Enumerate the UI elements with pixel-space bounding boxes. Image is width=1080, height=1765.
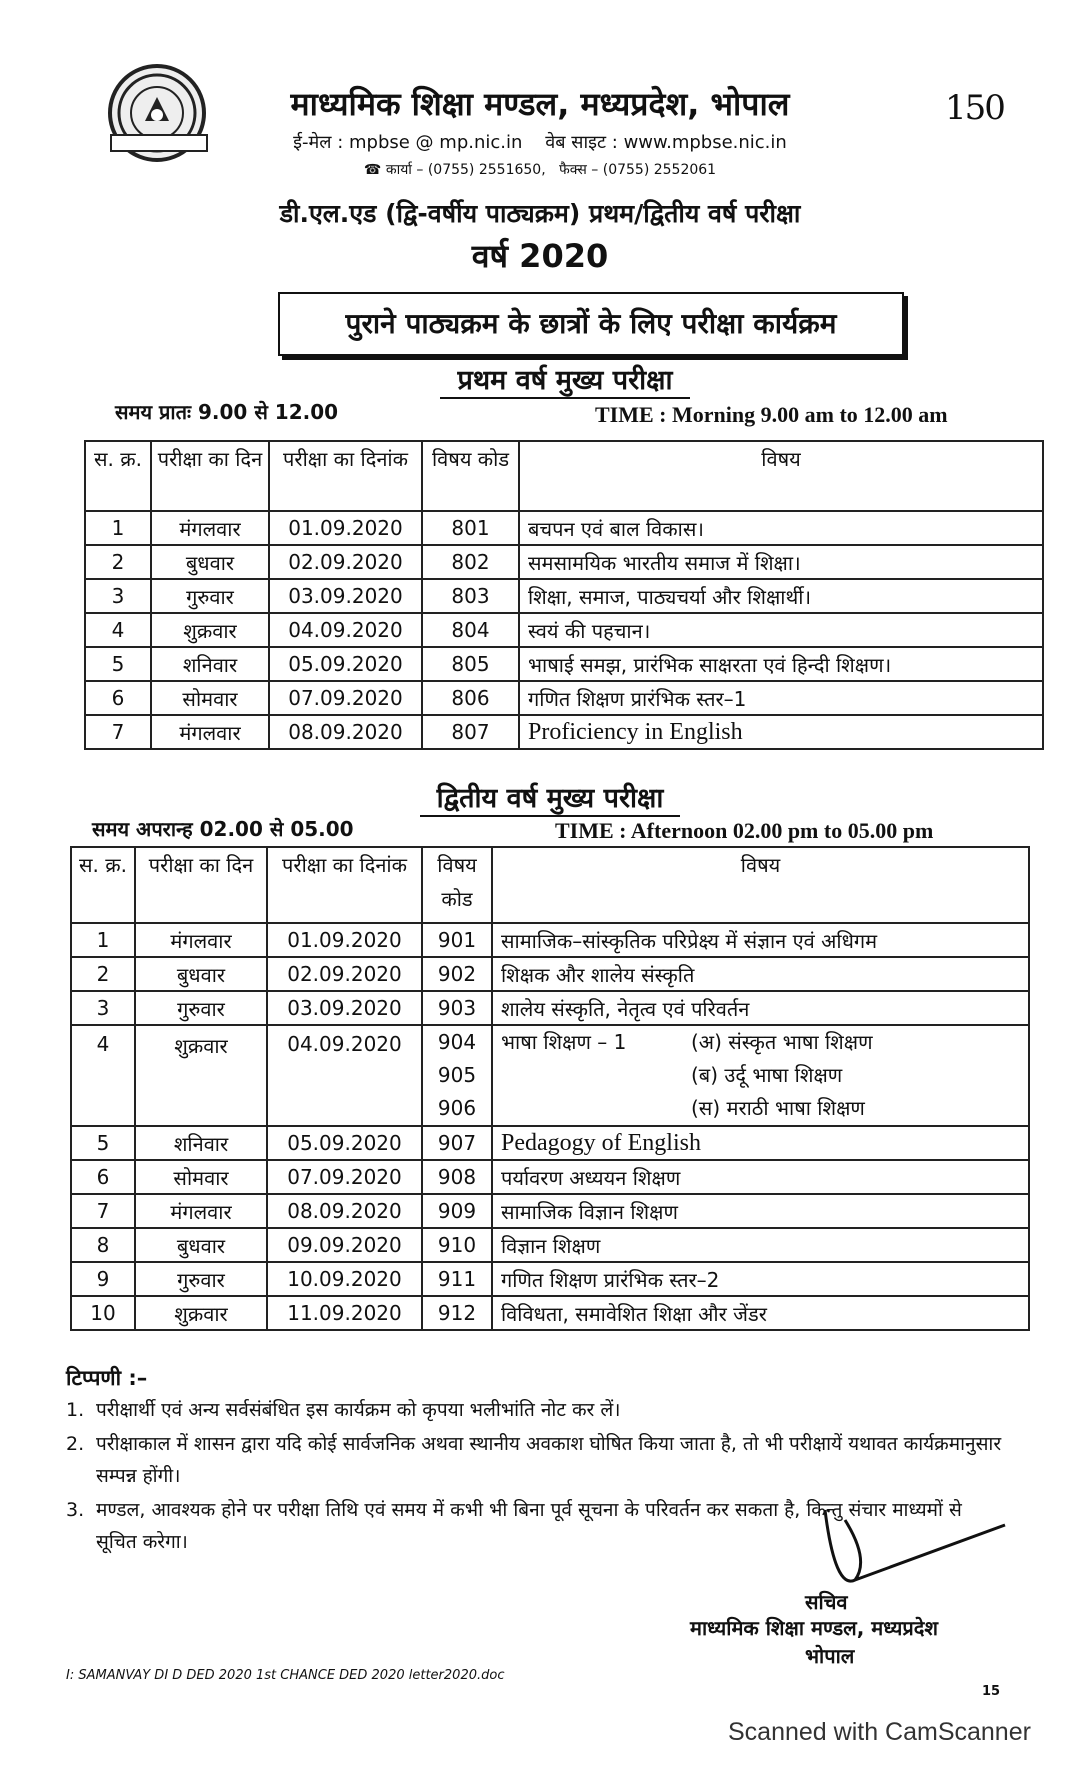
- table-row: [71, 1194, 1029, 1228]
- signatory-title: सचिव: [805, 1590, 848, 1614]
- row-sno: 8: [71, 1228, 135, 1262]
- row-subject: Proficiency in English: [519, 715, 1043, 749]
- table-header-row: [85, 441, 1043, 511]
- first-year-heading: प्रथम वर्ष मुख्य परीक्षा: [440, 360, 690, 399]
- row-subject: भाषाई समझ, प्रारंभिक साक्षरता एवं हिन्दी शिक्षण।: [519, 647, 1043, 681]
- subject-option: (ब) उर्दू भाषा शिक्षण: [691, 1063, 843, 1087]
- row-day: शनिवार: [151, 647, 269, 681]
- office-label: कार्या –: [385, 162, 424, 178]
- col-code: विषय कोड: [422, 847, 492, 923]
- row-code: 906: [437, 1096, 477, 1120]
- row-date: 09.09.2020: [267, 1228, 422, 1262]
- table-row-language: [71, 1025, 1029, 1126]
- second-year-time-english: TIME : Afternoon 02.00 pm to 05.00 pm: [555, 818, 934, 843]
- second-year-table: [70, 846, 1030, 1331]
- row-subject: सामाजिक विज्ञान शिक्षण: [492, 1194, 1029, 1228]
- row-day: बुधवार: [151, 545, 269, 579]
- row-subject: शिक्षक और शालेय संस्कृति: [492, 957, 1029, 991]
- row-sno: 4: [85, 613, 151, 647]
- row-code: 903: [422, 991, 492, 1025]
- row-date: 01.09.2020: [267, 923, 422, 957]
- phone-icon: ☎: [363, 162, 382, 178]
- row-code: 803: [422, 579, 519, 613]
- row-subject: बचपन एवं बाल विकास।: [519, 511, 1043, 545]
- table-header-row: [71, 847, 1029, 923]
- row-day: शुक्रवार: [135, 1296, 267, 1330]
- exam-year: वर्ष 2020: [471, 237, 609, 275]
- row-sno: 6: [85, 681, 151, 715]
- row-day: गुरुवार: [135, 991, 267, 1025]
- fax-label: फैक्स –: [559, 162, 599, 178]
- row-day: सोमवार: [151, 681, 269, 715]
- table-row: [71, 957, 1029, 991]
- row-date: 04.09.2020: [269, 613, 422, 647]
- col-code: विषय कोड: [422, 441, 519, 511]
- row-subject: विज्ञान शिक्षण: [492, 1228, 1029, 1262]
- row-date: 08.09.2020: [269, 715, 422, 749]
- row-code: 904: [437, 1030, 477, 1054]
- first-year-time-hindi: समय प्रातः 9.00 से 12.00: [115, 400, 339, 424]
- scanner-watermark: Scanned with CamScanner: [728, 1718, 1031, 1746]
- row-date: 10.09.2020: [267, 1262, 422, 1296]
- row-code: 802: [422, 545, 519, 579]
- website-label: वेब साइट :: [545, 132, 618, 153]
- subject-option: (अ) संस्कृत भाषा शिक्षण: [691, 1030, 873, 1054]
- row-day: मंगलवार: [135, 1194, 267, 1228]
- table-row: [71, 1160, 1029, 1194]
- subject-main: भाषा शिक्षण – 1: [501, 1030, 627, 1054]
- row-subject: सामाजिक–सांस्कृतिक परिप्रेक्ष्य में संज्ञान एवं अधिगम: [492, 923, 1029, 957]
- board-name: माध्यमिक शिक्षा मण्डल, मध्यप्रदेश, भोपाल: [290, 85, 790, 123]
- table-row: [71, 1262, 1029, 1296]
- office-phone: (0755) 2551650,: [427, 162, 546, 178]
- phone-line: [0, 160, 1080, 179]
- row-sno: 3: [85, 579, 151, 613]
- row-date: 03.09.2020: [269, 579, 422, 613]
- note-2: 2. परीक्षाकाल में शासन द्वारा यदि कोई सार्वजनिक अथवा स्थानीय अवकाश घोषित किया जाता है, तो भी परीक्षायें यथावत कार्यक्रमानुसार सम्पन्न होंगी।: [66, 1433, 1002, 1487]
- row-code: 902: [422, 957, 492, 991]
- note-1: 1. परीक्षार्थी एवं अन्य सर्वसंबंधित इस कार्यक्रम को कृपया भलीभांति नोट कर लें।: [66, 1399, 621, 1421]
- signatory-org: माध्यमिक शिक्षा मण्डल, मध्यप्रदेश: [690, 1616, 938, 1640]
- email-link[interactable]: mpbse @ mp.nic.in: [349, 132, 523, 153]
- row-sno: 2: [71, 957, 135, 991]
- row-code: 905: [437, 1063, 477, 1087]
- col-date: परीक्षा का दिनांक: [267, 847, 422, 923]
- row-sno: 5: [71, 1126, 135, 1160]
- row-date: 08.09.2020: [267, 1194, 422, 1228]
- row-subject: गणित शिक्षण प्रारंभिक स्तर–1: [519, 681, 1043, 715]
- exam-title: डी.एल.एड (द्वि-वर्षीय पाठ्यक्रम) प्रथम/द्वितीय वर्ष परीक्षा: [279, 199, 801, 228]
- subject-option: (स) मराठी भाषा शिक्षण: [691, 1096, 865, 1120]
- website-link[interactable]: www.mpbse.nic.in: [623, 132, 787, 153]
- col-sno: स. क्र.: [85, 441, 151, 511]
- row-day: गुरुवार: [135, 1262, 267, 1296]
- row-code: 805: [422, 647, 519, 681]
- row-subject: [492, 1025, 1029, 1126]
- row-sno: 7: [85, 715, 151, 749]
- row-date: 07.09.2020: [267, 1160, 422, 1194]
- row-sno: 1: [71, 923, 135, 957]
- row-date: 05.09.2020: [267, 1126, 422, 1160]
- signatory-city: भोपाल: [805, 1644, 855, 1668]
- row-codes: [422, 1025, 492, 1126]
- contact-line: [0, 130, 1080, 154]
- row-date: 04.09.2020: [267, 1025, 422, 1126]
- col-subject: विषय: [519, 441, 1043, 511]
- row-date: 02.09.2020: [269, 545, 422, 579]
- row-subject: स्वयं की पहचान।: [519, 613, 1043, 647]
- row-code: 806: [422, 681, 519, 715]
- row-sno: 4: [71, 1025, 135, 1126]
- row-day: मंगलवार: [151, 715, 269, 749]
- table-row: [71, 1228, 1029, 1262]
- second-year-time-hindi: समय अपरान्ह 02.00 से 05.00: [92, 817, 354, 841]
- schedule-title-box: पुराने पाठ्यक्रम के छात्रों के लिए परीक्षा कार्यक्रम: [278, 292, 904, 356]
- row-date: 05.09.2020: [269, 647, 422, 681]
- first-year-time-english: TIME : Morning 9.00 am to 12.00 am: [595, 402, 948, 427]
- row-code: 801: [422, 511, 519, 545]
- row-subject: गणित शिक्षण प्रारंभिक स्तर–2: [492, 1262, 1029, 1296]
- table-row: [71, 1296, 1029, 1330]
- second-year-rows: [71, 923, 1029, 1330]
- row-sno: 6: [71, 1160, 135, 1194]
- row-code: 912: [422, 1296, 492, 1330]
- row-code: 907: [422, 1126, 492, 1160]
- row-code: 911: [422, 1262, 492, 1296]
- row-date: 03.09.2020: [267, 991, 422, 1025]
- table-row: [85, 613, 1043, 647]
- col-date: परीक्षा का दिनांक: [269, 441, 422, 511]
- table-row: [85, 715, 1043, 749]
- notes-heading: टिप्पणी :–: [66, 1366, 148, 1390]
- row-date: 01.09.2020: [269, 511, 422, 545]
- row-code: 901: [422, 923, 492, 957]
- row-sno: 1: [85, 511, 151, 545]
- row-code: 908: [422, 1160, 492, 1194]
- row-sno: 9: [71, 1262, 135, 1296]
- table-row: [85, 681, 1043, 715]
- row-code: 804: [422, 613, 519, 647]
- row-code: 910: [422, 1228, 492, 1262]
- second-year-heading: द्वितीय वर्ष मुख्य परीक्षा: [420, 778, 680, 817]
- row-day: मंगलवार: [135, 923, 267, 957]
- col-sno: स. क्र.: [71, 847, 135, 923]
- row-sno: 10: [71, 1296, 135, 1330]
- row-code: 909: [422, 1194, 492, 1228]
- page-number: 15: [982, 1684, 1001, 1699]
- row-sno: 5: [85, 647, 151, 681]
- row-code: 807: [422, 715, 519, 749]
- row-sno: 2: [85, 545, 151, 579]
- row-day: शुक्रवार: [135, 1025, 267, 1126]
- row-day: शुक्रवार: [151, 613, 269, 647]
- col-subject: विषय: [492, 847, 1029, 923]
- row-day: शनिवार: [135, 1126, 267, 1160]
- row-date: 02.09.2020: [267, 957, 422, 991]
- signature-scribble: [815, 1500, 1015, 1600]
- table-row: [85, 647, 1043, 681]
- row-day: बुधवार: [135, 1228, 267, 1262]
- row-sno: 7: [71, 1194, 135, 1228]
- first-year-rows: [85, 511, 1043, 749]
- row-date: 11.09.2020: [267, 1296, 422, 1330]
- table-row: [71, 991, 1029, 1025]
- row-subject: समसामयिक भारतीय समाज में शिक्षा।: [519, 545, 1043, 579]
- fax-number: (0755) 2552061: [602, 162, 717, 178]
- table-row: [85, 511, 1043, 545]
- row-day: गुरुवार: [151, 579, 269, 613]
- row-subject: शालेय संस्कृति, नेतृत्व एवं परिवर्तन: [492, 991, 1029, 1025]
- row-sno: 3: [71, 991, 135, 1025]
- col-day: परीक्षा का दिन: [151, 441, 269, 511]
- table-row: [85, 579, 1043, 613]
- row-day: सोमवार: [135, 1160, 267, 1194]
- col-day: परीक्षा का दिन: [135, 847, 267, 923]
- table-row: [85, 545, 1043, 579]
- table-row: [71, 923, 1029, 957]
- row-day: बुधवार: [135, 957, 267, 991]
- row-subject: Pedagogy of English: [492, 1126, 1029, 1160]
- row-date: 07.09.2020: [269, 681, 422, 715]
- row-day: मंगलवार: [151, 511, 269, 545]
- table-row: [71, 1126, 1029, 1160]
- row-subject: शिक्षा, समाज, पाठ्यचर्या और शिक्षार्थी।: [519, 579, 1043, 613]
- file-path: I: SAMANVAY DI D DED 2020 1st CHANCE DED 2020 letter2020.doc: [66, 1668, 505, 1683]
- email-label: ई-मेल :: [293, 132, 344, 153]
- note-3: 3. मण्डल, आवश्यक होने पर परीक्षा तिथि एवं समय में कभी भी बिना पूर्व सूचना के परिवर्तन कर सकता है, किन्तु संचार माध्यमों से सूचित करेगा।: [66, 1499, 962, 1553]
- row-subject: विविधता, समावेशित शिक्षा और जेंडर: [492, 1296, 1029, 1330]
- row-subject: पर्यावरण अध्ययन शिक्षण: [492, 1160, 1029, 1194]
- anniversary-number: 150: [945, 88, 1004, 128]
- first-year-table: [84, 440, 1044, 750]
